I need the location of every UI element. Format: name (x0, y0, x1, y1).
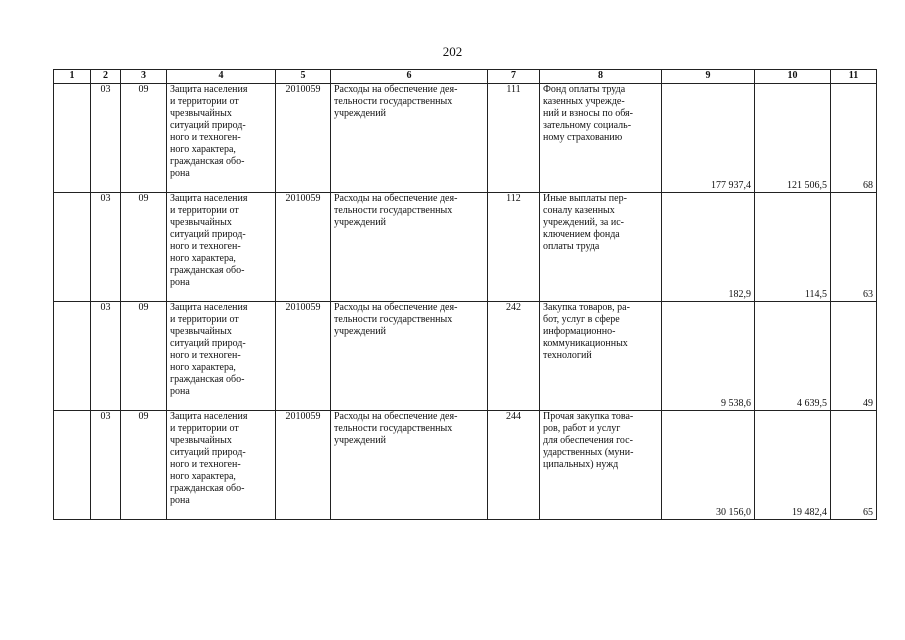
cell-subsection: 09 (121, 193, 167, 302)
cell-expense-code: 244 (488, 411, 540, 520)
cell-value-10: 19 482,4 (755, 411, 831, 520)
header-col-5: 5 (276, 70, 331, 84)
header-col-11: 11 (831, 70, 877, 84)
cell-section: 03 (91, 193, 121, 302)
cell-target-code: 2010059 (276, 411, 331, 520)
budget-table (53, 69, 877, 520)
cell-subsection: 09 (121, 302, 167, 411)
table-row (54, 302, 877, 411)
cell-col-1 (54, 84, 91, 193)
cell-col-1 (54, 411, 91, 520)
cell-col-1 (54, 193, 91, 302)
cell-expense-name: Фонд оплаты труда казенных учрежде- ний и взносы по обя- зательному социаль- ному страхованию (540, 84, 662, 193)
cell-section: 03 (91, 411, 121, 520)
cell-col-1 (54, 302, 91, 411)
cell-expense-name: Прочая закупка това- ров, работ и услуг для обеспечения гос- ударственных (муни- ципальных) нужд (540, 411, 662, 520)
header-col-4: 4 (167, 70, 276, 84)
cell-subsection-name: Защита населения и территории от чрезвычайных ситуаций природ- ного и техноген- ного характера, гражданская обо- рона (167, 302, 276, 411)
cell-target-name: Расходы на обеспечение дея- тельности государственных учреждений (331, 84, 488, 193)
header-col-10: 10 (755, 70, 831, 84)
cell-target-name: Расходы на обеспечение дея- тельности государственных учреждений (331, 411, 488, 520)
cell-expense-name: Иные выплаты пер- соналу казенных учреждений, за ис- ключением фонда оплаты труда (540, 193, 662, 302)
header-row (54, 70, 877, 84)
cell-target-code: 2010059 (276, 193, 331, 302)
header-col-7: 7 (488, 70, 540, 84)
cell-expense-code: 111 (488, 84, 540, 193)
cell-expense-name: Закупка товаров, ра- бот, услуг в сфере информационно- коммуникационных технологий (540, 302, 662, 411)
header-col-6: 6 (331, 70, 488, 84)
cell-subsection-name: Защита населения и территории от чрезвычайных ситуаций природ- ного и техноген- ного характера, гражданская обо- рона (167, 411, 276, 520)
cell-section: 03 (91, 302, 121, 411)
header-col-3: 3 (121, 70, 167, 84)
table-row (54, 193, 877, 302)
cell-section: 03 (91, 84, 121, 193)
cell-subsection: 09 (121, 411, 167, 520)
cell-value-9: 9 538,6 (662, 302, 755, 411)
cell-expense-code: 112 (488, 193, 540, 302)
cell-subsection-name: Защита населения и территории от чрезвычайных ситуаций природ- ного и техноген- ного характера, гражданская обо- рона (167, 193, 276, 302)
cell-subsection-name: Защита населения и территории от чрезвычайных ситуаций природ- ного и техноген- ного характера, гражданская обо- рона (167, 84, 276, 193)
cell-target-name: Расходы на обеспечение дея- тельности государственных учреждений (331, 193, 488, 302)
cell-value-9: 182,9 (662, 193, 755, 302)
page-number: 202 (442, 44, 463, 59)
header-col-9: 9 (662, 70, 755, 84)
cell-value-10: 4 639,5 (755, 302, 831, 411)
cell-value-11: 63 (831, 193, 877, 302)
cell-value-9: 177 937,4 (662, 84, 755, 193)
cell-value-11: 49 (831, 302, 877, 411)
header-col-8: 8 (540, 70, 662, 84)
cell-value-10: 121 506,5 (755, 84, 831, 193)
cell-target-code: 2010059 (276, 84, 331, 193)
cell-value-11: 65 (831, 411, 877, 520)
header-col-1: 1 (54, 70, 91, 84)
table-row (54, 84, 877, 193)
cell-value-9: 30 156,0 (662, 411, 755, 520)
cell-value-10: 114,5 (755, 193, 831, 302)
table-row (54, 411, 877, 520)
cell-value-11: 68 (831, 84, 877, 193)
cell-expense-code: 242 (488, 302, 540, 411)
header-col-2: 2 (91, 70, 121, 84)
cell-target-name: Расходы на обеспечение дея- тельности государственных учреждений (331, 302, 488, 411)
cell-subsection: 09 (121, 84, 167, 193)
cell-target-code: 2010059 (276, 302, 331, 411)
